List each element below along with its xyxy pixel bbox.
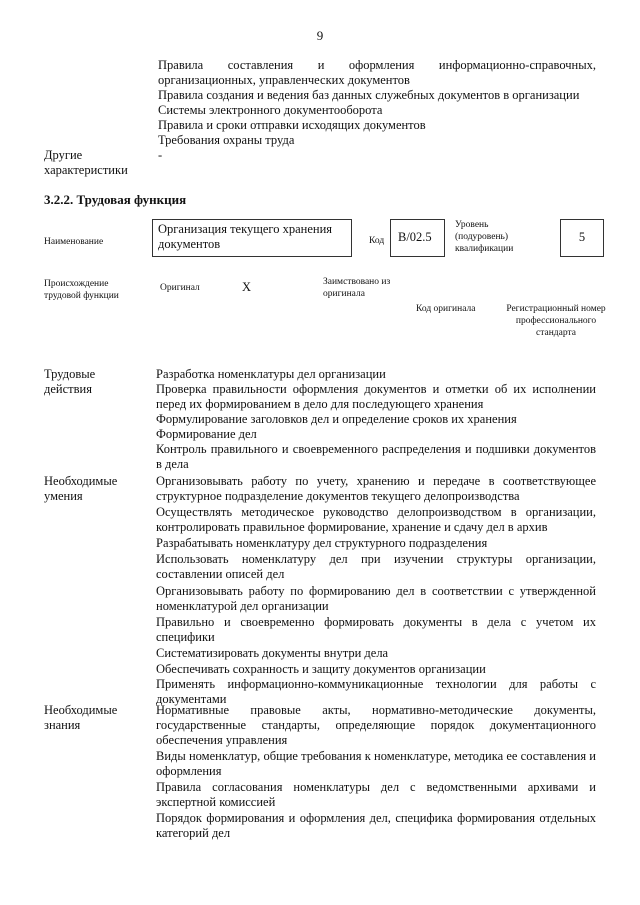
top-knowledge-list [158, 58, 596, 148]
list-item: Формирование дел [156, 427, 257, 441]
borrowed-label: Заимствовано из оригинала [323, 277, 391, 299]
knowledge-list [156, 703, 596, 841]
code-label: Код [369, 236, 385, 246]
code-box: B/02.5 [390, 219, 445, 257]
list-item: Осуществлять методическое руководство делопроизводством в организации, контролировать правильное формирование, хранение и сдачу дел в архив [156, 505, 596, 534]
list-item: Контроль правильного и своевременного распределения и подшивки документов в дела [156, 442, 596, 471]
list-item: Разрабатывать номенклатуру дел структурного подразделения [156, 536, 488, 550]
list-item: Правила составления и оформления информационно-справочных, организационных, управленческих документов [158, 58, 596, 87]
list-item: Использовать номенклатуру дел при изучении структуры организации, составлении описей дел [156, 552, 596, 581]
list-item: Правила и сроки отправки исходящих документов [158, 118, 426, 132]
list-item: Порядок формирования и оформления дел, специфика формирования отдельных категорий дел [156, 811, 596, 840]
list-item: Организовывать работу по формированию дел в соответствии с утвержденной номенклатурой дел организации [156, 584, 596, 613]
code-original-label: Код оригинала [416, 304, 476, 314]
origin-label: Происхождение трудовой функции [44, 279, 119, 301]
function-name-box: Организация текущего хранения документов [152, 219, 352, 257]
list-item: Нормативные правовые акты, нормативно-методические документы, государственные стандарты, определяющие порядок документационного обеспечения управления [156, 703, 596, 747]
list-item: Системы электронного документооборота [158, 103, 383, 117]
level-box: 5 [560, 219, 604, 257]
actions-list [156, 367, 596, 472]
other-characteristics-value: - [158, 148, 163, 162]
list-item: Обеспечивать сохранность и защиту документов организации [156, 662, 486, 676]
list-item: Проверка правильности оформления документов и отметки об их исполнении перед их формированием в дело для последующего хранения [156, 382, 596, 411]
list-item: Организовывать работу по учету, хранению и передаче в соответствующее структурное подразделение документов текущего делопроизводства [156, 474, 596, 503]
other-characteristics-label: Другие характеристики [44, 148, 128, 177]
page-number: 9 [316, 28, 324, 43]
level-label: Уровень (подуровень) квалификации [455, 220, 514, 254]
original-label: Оригинал [160, 283, 200, 293]
list-item: Виды номенклатур, общие требования к номенклатуре, методика ее составления и оформления [156, 749, 596, 778]
list-item: Требования охраны труда [158, 133, 295, 147]
reg-number-label: Регистрационный номер профессионального стандарта [506, 304, 606, 338]
actions-label: Трудовые действия [44, 367, 96, 396]
list-item: Правила согласования номенклатуры дел с ведомственными архивами и экспертной комиссией [156, 780, 596, 809]
section-title: 3.2.2. Трудовая функция [44, 192, 187, 207]
knowledge-label: Необходимые знания [44, 703, 118, 732]
list-item: Правильно и своевременно формировать документы в дела с учетом их специфики [156, 615, 596, 644]
skills-list [156, 474, 596, 707]
list-item: Систематизировать документы внутри дела [156, 646, 389, 660]
list-item: Применять информационно-коммуникационные технологии для работы с документами [156, 677, 596, 706]
skills-label: Необходимые умения [44, 474, 118, 503]
list-item: Правила создания и ведения баз данных служебных документов в организации [158, 88, 580, 102]
original-mark: X [242, 280, 252, 294]
name-label: Наименование [44, 237, 104, 247]
list-item: Разработка номенклатуры дел организации [156, 367, 386, 381]
list-item: Формулирование заголовков дел и определение сроков их хранения [156, 412, 517, 426]
